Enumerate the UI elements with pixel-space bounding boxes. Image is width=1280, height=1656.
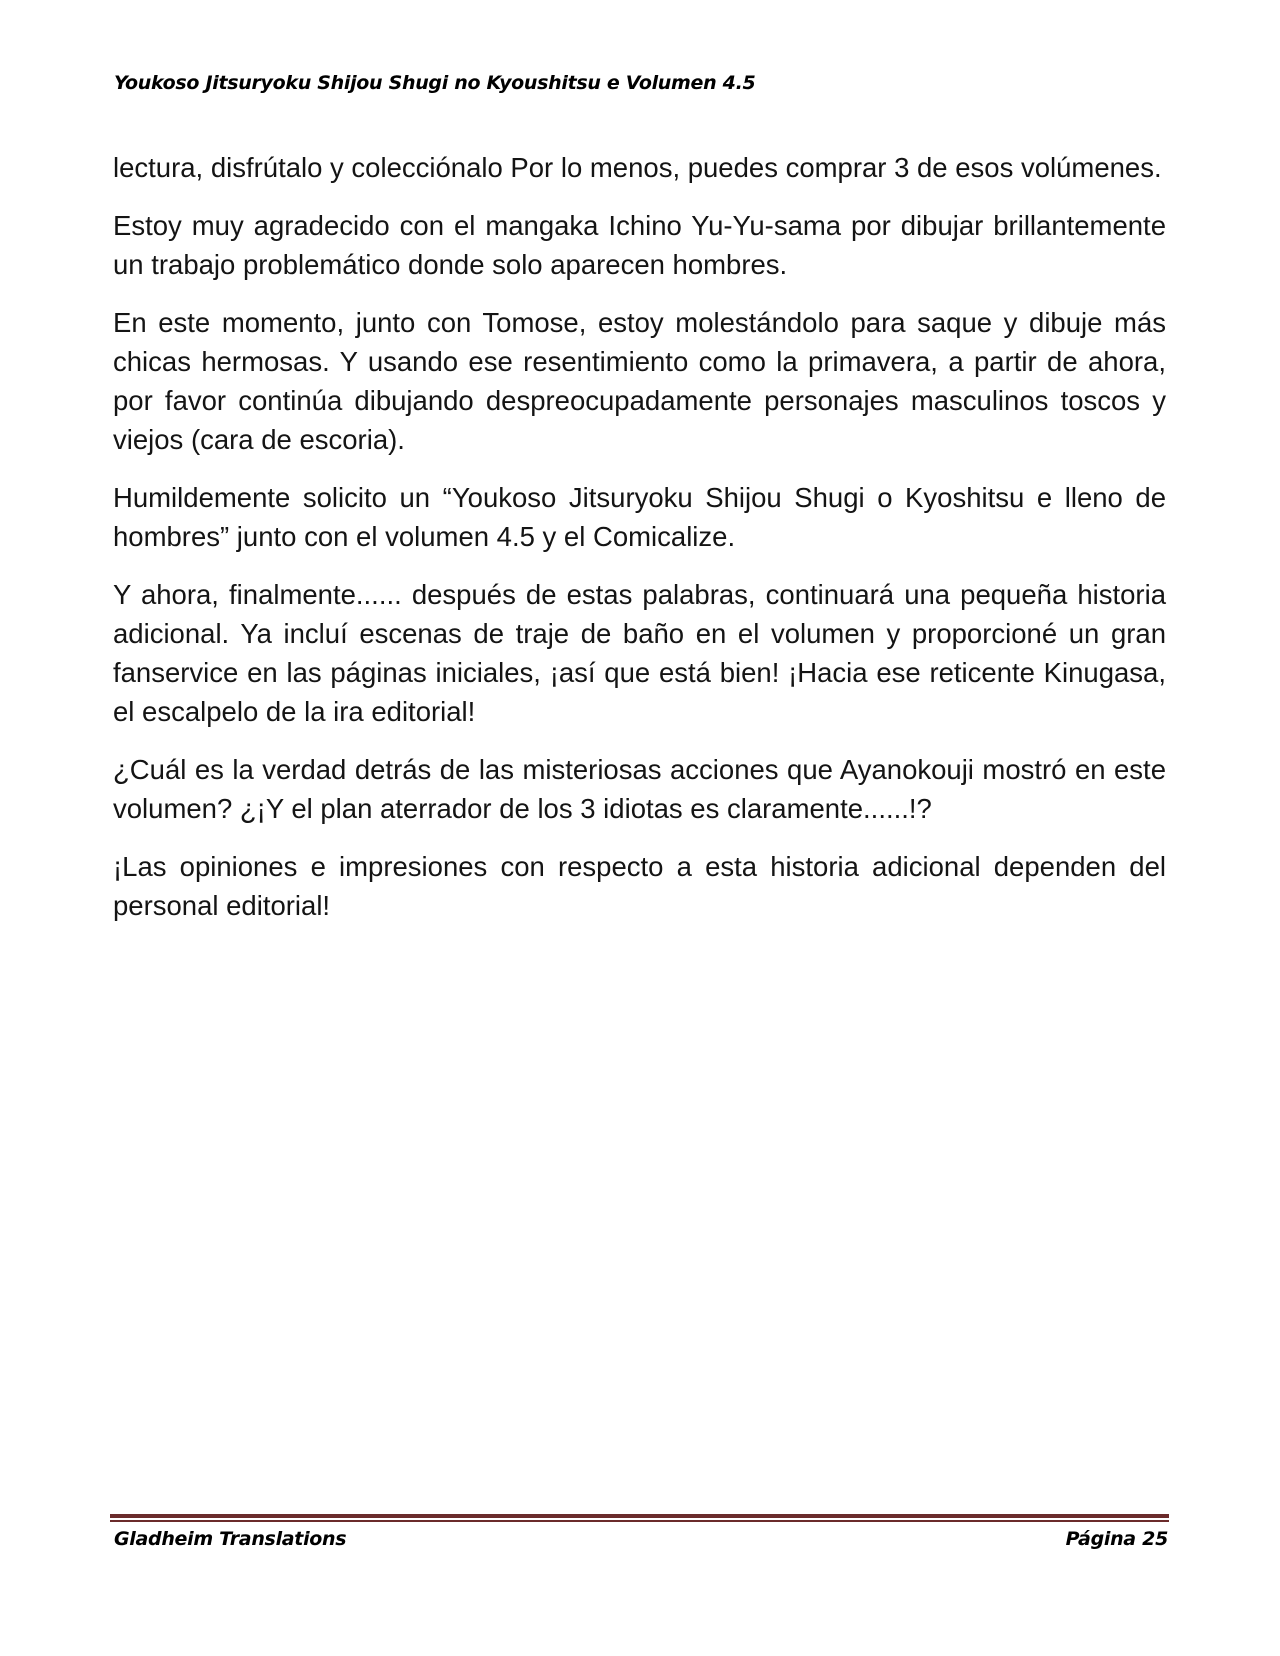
footer-divider xyxy=(110,1514,1169,1522)
running-header-title: Youkoso Jitsuryoku Shijou Shugi no Kyoushitsu e Volumen 4.5 xyxy=(114,72,756,94)
body-text xyxy=(113,148,1166,944)
footer-divider-thin xyxy=(110,1520,1169,1522)
paragraph-7: ¡Las opiniones e impresiones con respecto a esta historia adicional dependen del personal editorial! xyxy=(113,851,1166,921)
page-number: Página 25 xyxy=(1065,1528,1168,1550)
paragraph-3: En este momento, junto con Tomose, estoy molestándolo para saque y dibuje más chicas hermosas. Y usando ese resentimiento como la primavera, a partir de ahora, por favor continúa dibujando despreocupadamente personajes masculinos toscos y viejos (cara de escoria). xyxy=(113,307,1166,455)
paragraph-5: Y ahora, finalmente...... después de estas palabras, continuará una pequeña historia adicional. Ya incluí escenas de traje de baño en el volumen y proporcioné un gran fanservice en las páginas iniciales, ¡así que está bien! ¡Hacia ese reticente Kinugasa, el escalpelo de la ira editorial! xyxy=(113,579,1166,727)
paragraph-2: Estoy muy agradecido con el mangaka Ichino Yu-Yu-sama por dibujar brillantemente un trabajo problemático donde solo aparecen hombres. xyxy=(113,210,1166,280)
paragraph-1: lectura, disfrútalo y colecciónalo Por lo menos, puedes comprar 3 de esos volúmenes. xyxy=(113,152,1162,183)
paragraph-4: Humildemente solicito un “Youkoso Jitsuryoku Shijou Shugi o Kyoshitsu e lleno de hombres” junto con el volumen 4.5 y el Comicalize. xyxy=(113,482,1166,552)
paragraph-6: ¿Cuál es la verdad detrás de las misteriosas acciones que Ayanokouji mostró en este volumen? ¿¡Y el plan aterrador de los 3 idiotas es claramente......!? xyxy=(113,754,1166,824)
footer-credit: Gladheim Translations xyxy=(114,1528,347,1550)
